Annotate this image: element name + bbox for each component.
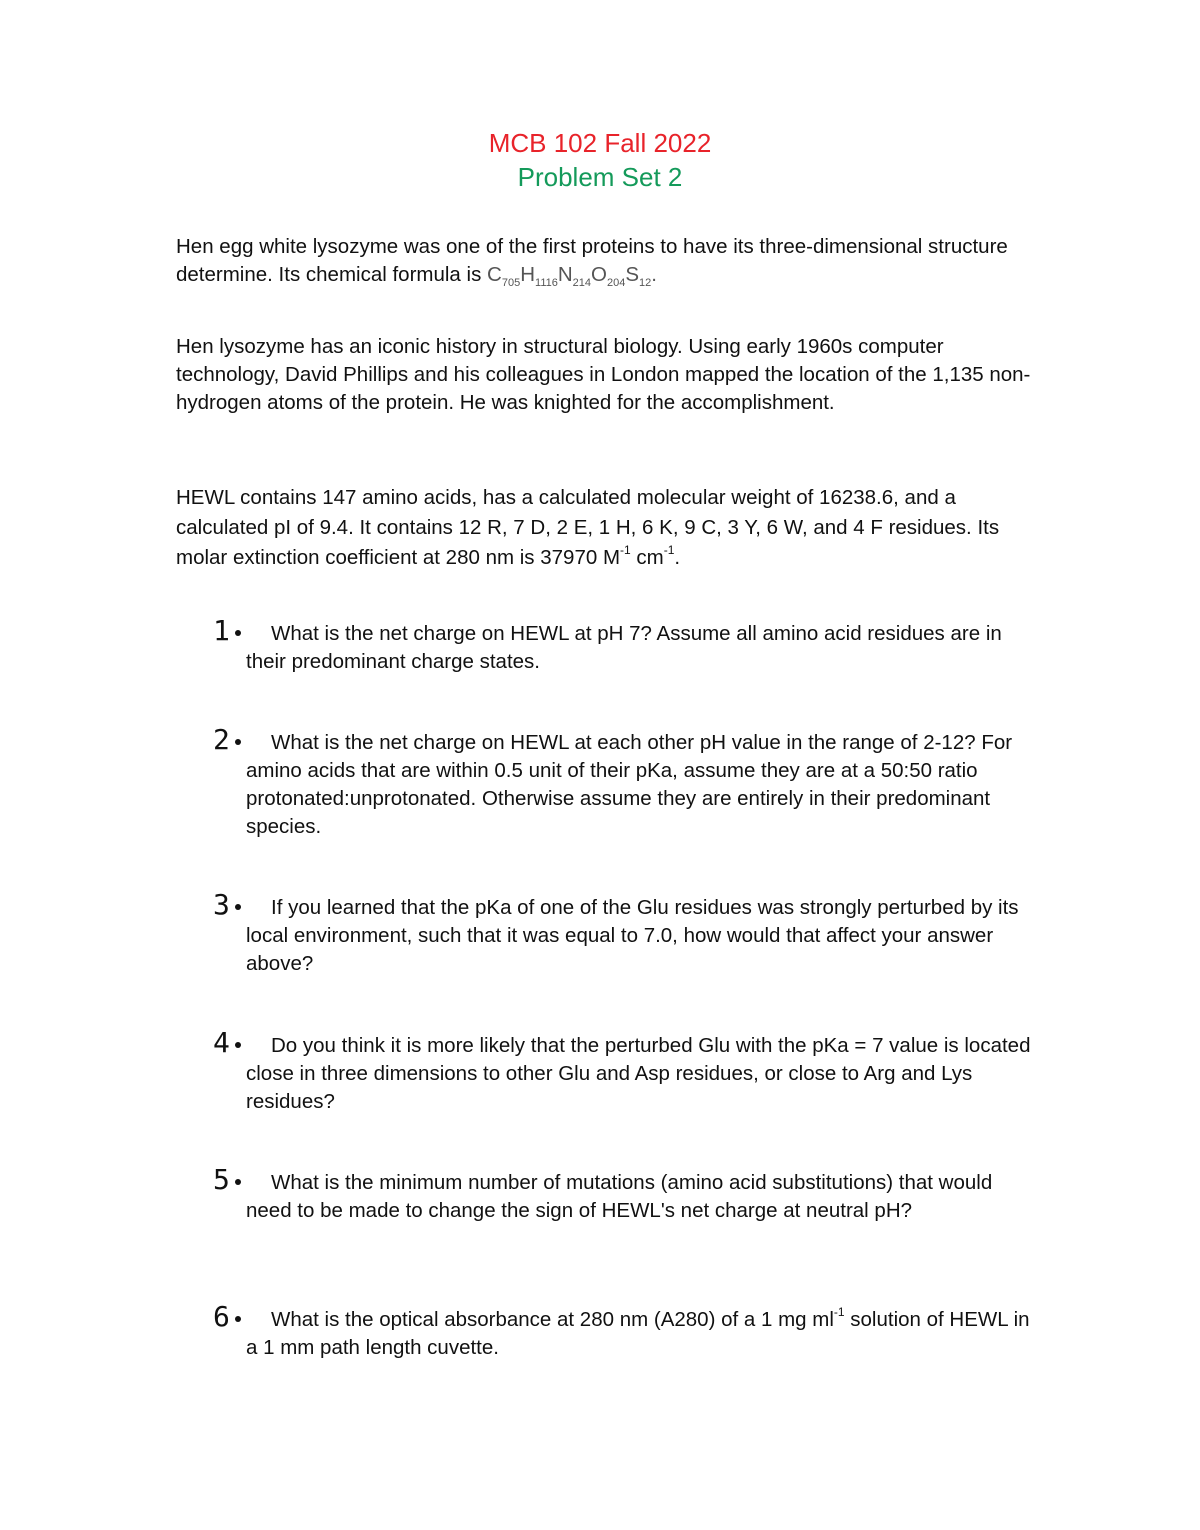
- question-text: What is the net charge on HEWL at pH 7? Assume all amino acid residues are in their predominant charge states.: [246, 622, 1002, 673]
- question-5: [213, 1163, 1033, 1225]
- question-1: [213, 614, 1033, 676]
- question-number: 4: [213, 1026, 230, 1059]
- question-number: 1: [213, 614, 230, 647]
- question-text: Do you think it is more likely that the perturbed Glu with the pKa = 7 value is located close in three dimensions to other Glu and Asp residues, or close to Arg and Lys residues?: [246, 1034, 1031, 1113]
- title-block: [0, 126, 1200, 194]
- question-6: [213, 1300, 1033, 1362]
- question-number: 3: [213, 888, 230, 921]
- bullet-dot-icon: [235, 1316, 241, 1322]
- question-number: 2: [213, 723, 230, 756]
- bullet-dot-icon: [235, 1042, 241, 1048]
- question-4: [213, 1026, 1033, 1116]
- bullet-dot-icon: [235, 630, 241, 636]
- intro-paragraph-3: HEWL contains 147 amino acids, has a calculated molecular weight of 16238.6, and a calculated pI of 9.4. It contains 12 R, 7 D, 2 E, 1 H, 6 K, 9 C, 3 Y, 6 W, and 4 F residues. Its molar extinction coefficient at 280 nm is 37970 $M^{-1}$ $cm^{-1}$.: [176, 486, 1000, 569]
- page-title: MCB 102 Fall 2022: [488, 128, 712, 158]
- bullet-dot-icon: [235, 904, 241, 910]
- question-text: What is the net charge on HEWL at each other pH value in the range of 2-12? For amino acids that are within 0.5 unit of their pKa, assume they are at a 50:50 ratio protonated:unprotonated. Otherwise assume they are entirely in their predominant species.: [246, 731, 1013, 838]
- question-text: If you learned that the pKa of one of the Glu residues was strongly perturbed by its local environment, such that it was equal to 7.0, how would that affect your answer above?: [246, 896, 1019, 975]
- intro-paragraph-1-text: Hen egg white lysozyme was one of the first proteins to have its three-dimensional structure determine. Its chemical formula is: [176, 235, 1008, 286]
- question-text: What is the optical absorbance at 280 nm (A280) of a 1 mg $ml^{-1}$ solution of HEWL in a 1 mm path length cuvette.: [246, 1305, 1030, 1359]
- question-2: [213, 723, 1033, 841]
- question-number: 6: [213, 1300, 230, 1333]
- question-3: [213, 888, 1033, 978]
- page-subtitle: Problem Set 2: [517, 162, 683, 192]
- question-text: What is the minimum number of mutations (amino acid substitutions) that would need to be made to change the sign of HEWL's net charge at neutral pH?: [246, 1171, 993, 1222]
- intro-paragraph-1: [176, 233, 1036, 297]
- bullet-dot-icon: [235, 739, 241, 745]
- bullet-dot-icon: [235, 1179, 241, 1185]
- question-number: 5: [213, 1163, 230, 1196]
- chemical-formula: $C_{705}H_{1116}N_{214}O_{204}S_{12}$.: [487, 263, 657, 289]
- intro-paragraph-2: Hen lysozyme has an iconic history in structural biology. Using early 1960s computer technology, David Phillips and his colleagues in London mapped the location of the 1,135 non-hydrogen atoms of the protein. He was knighted for the accomplishment.: [176, 335, 1031, 414]
